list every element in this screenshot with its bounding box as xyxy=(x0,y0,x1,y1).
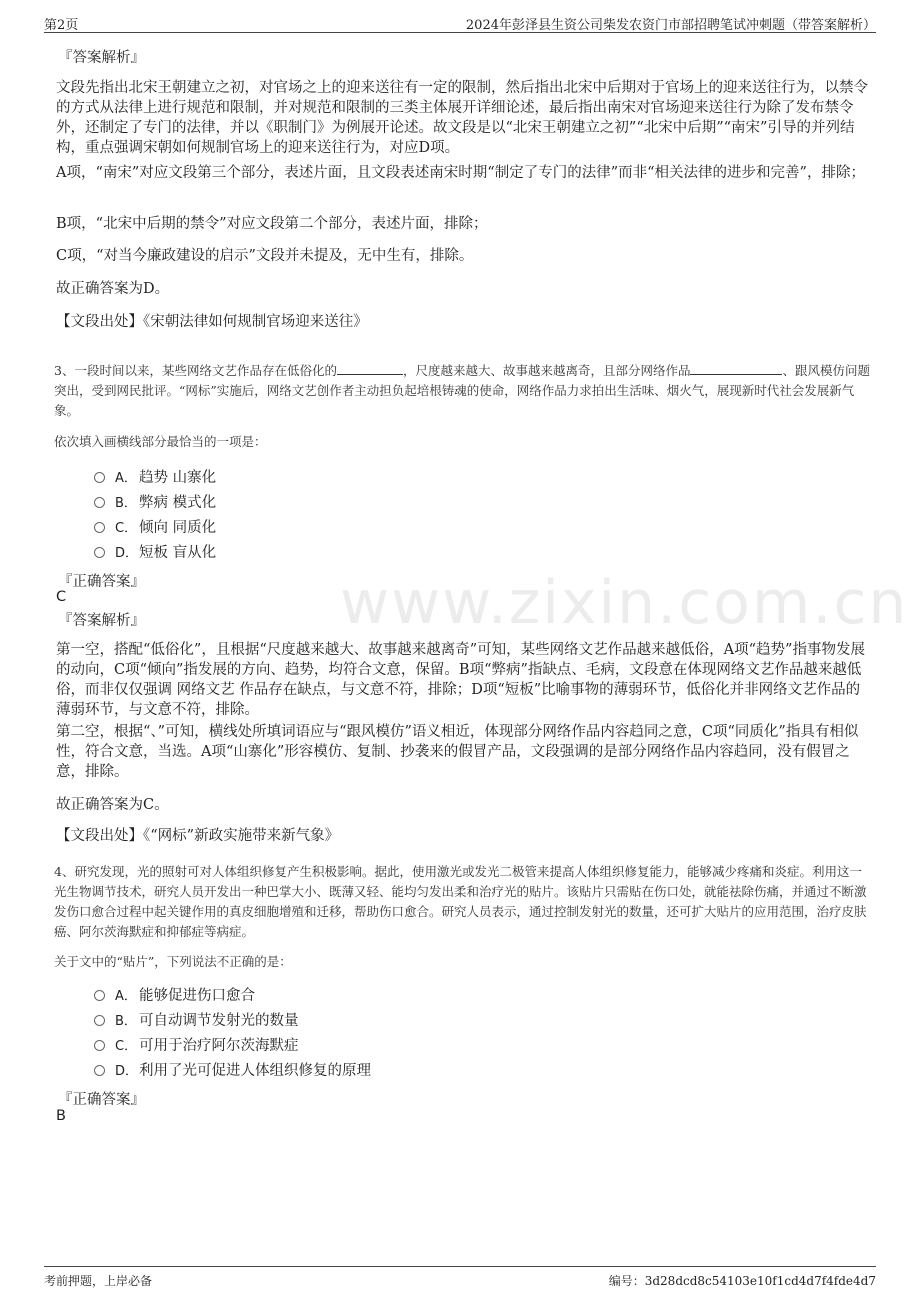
q3-blank-2 xyxy=(690,362,782,375)
q2-source: 【文段出处】《宋朝法律如何规制官场迎来送往》 xyxy=(56,314,368,330)
q4-stem: 4、研究发现，光的照射可对人体组织修复产生积极影响。据此，使用激光或发光二极管来提高人体组织修复能力，能够减少疼痛和炎症。利用这一光生物调节技术，研究人员开发出一种巴掌大小、既薄又轻、能均匀发出柔和治疗光的贴片。该贴片只需贴在伤口处，就能祛除伤痛，并通过不断激发伤口愈合过程中起关键作用的真皮细胞增殖和迁移，帮助伤口愈合。研究人员表示，通过控制发射光的数量，还可扩大贴片的应用范围，治疗皮肤癌、阿尔茨海默症和抑郁症等病症。 xyxy=(54,864,867,939)
radio-icon[interactable] xyxy=(94,522,105,533)
q2-analysis-label: 『答案解析』 xyxy=(58,50,145,66)
q3-option-d[interactable]: D．短板 盲从化 xyxy=(94,543,216,564)
q4-option-a[interactable]: A． 能够促进伤口愈合 xyxy=(94,986,255,1007)
document-id: 编号：3d28dcd8c54103e10f1cd4d7f4fde4d7 xyxy=(608,1274,876,1288)
q3-stem-part-3: 、跟风模仿问题突出，受到网民批评。“网标”实施后，网络文艺创作者主动担负起培根铸魂的使命，网络作品力求拍出生活味、烟火气，展现新时代社会发展新气象。 xyxy=(54,363,870,418)
radio-icon[interactable] xyxy=(94,547,105,558)
q4-option-b[interactable]: B． 可自动调节发射光的数量 xyxy=(94,1011,299,1032)
watermark: www.zixin.com.cn xyxy=(340,568,909,638)
q3-source: 【文段出处】《“网标”新政实施带来新气象》 xyxy=(56,828,340,844)
q2-analysis-paragraph-4: C项，“对当今廉政建设的启示”文段并未提及，无中生有，排除。 xyxy=(56,248,474,264)
q3-option-a[interactable]: A． 趋势 山寨化 xyxy=(94,468,216,489)
q3-stem xyxy=(54,361,872,421)
radio-icon[interactable] xyxy=(94,1065,105,1076)
document-title: 2024年彭泽县生资公司柴发农资门市部招聘笔试冲刺题（带答案解析） xyxy=(465,18,876,33)
q4-correct-answer: B xyxy=(56,1108,66,1124)
radio-icon[interactable] xyxy=(94,990,105,1001)
q2-analysis-paragraph-3: B项，“北宋中后期的禁令”对应文段第二个部分，表述片面，排除； xyxy=(56,216,488,232)
q2-analysis-paragraph-1: 文段先指出北宋王朝建立之初，对官场之上的迎来送往有一定的限制，然后指出北宋中后期对于官场上的迎来送往行为，以禁令的方式从法律上进行规范和限制，并对规范和限制的三类主体展开详细论述，最后指出南宋对官场迎来送往行为除了发布禁令外，还制定了专门的法律，并以《职制门》为例展开论述。故文段是以“北宋王朝建立之初”“北宋中后期”“南宋”引导的并列结构，重点强调宋朝如何规制官场上的迎来送往行为，对应D项。 xyxy=(56,80,868,156)
page-number: 第2页 xyxy=(44,18,79,33)
radio-icon[interactable] xyxy=(94,1015,105,1026)
q3-analysis-paragraph-1: 第一空，搭配“低俗化”，且根据“尺度越来越大、故事越来越离奇”可知，某些网络文艺作品越来越低俗，A项“趋势”指事物发展的动向，C项“倾向”指发展的方向、趋势，均符合文意，保留。B项“弊病”指缺点、毛病，文段意在体现网络文艺作品越来越低俗，而非仅仅强调 网络文艺 作品存在缺点，与文意不符，排除；D项“短板”比喻事物的薄弱环节，低俗化并非网络文艺作品的薄弱环节，与文意不符，排除。 xyxy=(56,642,865,718)
q3-correct-answer: C xyxy=(56,589,67,605)
page-header xyxy=(44,12,876,33)
radio-icon[interactable] xyxy=(94,1040,105,1051)
q3-analysis-label: 『答案解析』 xyxy=(58,613,145,629)
q3-conclusion: 故正确答案为C。 xyxy=(56,797,169,813)
radio-icon[interactable] xyxy=(94,472,105,483)
q2-analysis-paragraph-2: A项，“南宋”对应文段第三个部分，表述片面，且文段表述南宋时期“制定了专门的法律”而非“相关法律的进步和完善”，排除； xyxy=(56,165,865,181)
q4-option-d[interactable]: D．利用了光可促进人体组织修复的原理 xyxy=(94,1061,371,1082)
q3-prompt: 依次填入画横线部分最恰当的一项是： xyxy=(54,434,267,449)
q3-stem-part-1: 3、一段时间以来，某些网络文艺作品存在低俗化的 xyxy=(54,363,337,378)
q2-conclusion: 故正确答案为D。 xyxy=(56,281,170,297)
footer-slogan: 考前押题，上岸必备 xyxy=(44,1274,153,1288)
q3-correct-label: 『正确答案』 xyxy=(58,574,145,590)
q4-prompt: 关于文中的“贴片”，下列说法不正确的是： xyxy=(54,954,292,969)
radio-icon[interactable] xyxy=(94,497,105,508)
page-footer xyxy=(44,1266,876,1291)
q4-correct-label: 『正确答案』 xyxy=(58,1092,145,1108)
q3-blank-1 xyxy=(337,362,403,375)
q4-option-c[interactable]: C． 可用于治疗阿尔茨海默症 xyxy=(94,1036,299,1057)
q3-stem-part-2: ，尺度越来越大、故事越来越离奇，且部分网络作品 xyxy=(402,363,691,378)
q3-option-b[interactable]: B． 弊病 模式化 xyxy=(94,493,216,514)
q3-option-c[interactable]: C． 倾向 同质化 xyxy=(94,518,216,539)
q3-analysis-paragraph-2: 第二空，根据“、”可知，横线处所填词语应与“跟风模仿”语义相近，体现部分网络作品内容趋同之意，C项“同质化”指具有相似性，符合文意，当选。A项“山寨化”形容模仿、复制、抄袭来的假冒产品，文段强调的是部分网络作品内容趋同，没有假冒之意，排除。 xyxy=(56,724,859,780)
